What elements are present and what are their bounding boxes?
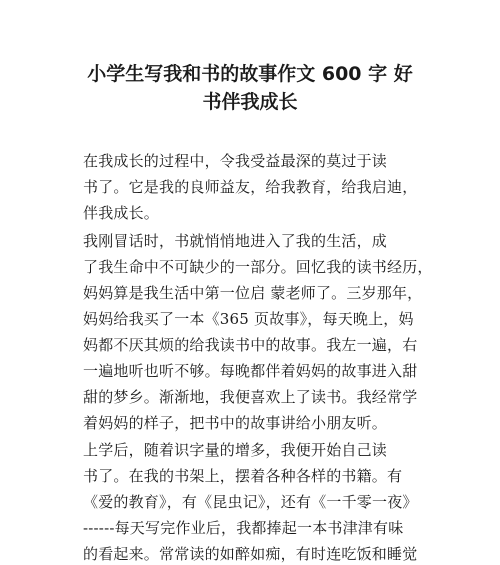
body-line: 甜的梦乡。渐渐地，我便喜欢上了读书。我经常学 bbox=[83, 388, 418, 406]
body-line: ------每天写完作业后，我都捧起一本书津津有味 bbox=[83, 519, 404, 537]
body-line: 妈妈给我买了一本《365 页故事》，每天晚上，妈 bbox=[83, 310, 414, 328]
body-line: 《爱的教育》，有《昆虫记》，还有《一千零一夜》 bbox=[83, 493, 418, 511]
document-title-line-2: 书伴我成长 bbox=[202, 91, 298, 113]
body-line: 书了。在我的书架上，摆着各种各样的书籍。有 bbox=[83, 467, 403, 485]
body-line: 一遍地听也听不够。每晚都伴着妈妈的故事进入甜 bbox=[83, 362, 418, 380]
body-line: 妈都不厌其烦的给我读书中的故事。我左一遍，右 bbox=[83, 336, 418, 354]
body-line: 我刚冒话时，书就悄悄地进入了我的生活，成 bbox=[83, 232, 388, 250]
body-line: 着妈妈的样子，把书中的故事讲给小朋友听。 bbox=[83, 414, 388, 432]
body-line: 妈妈算是我生活中第一位启 蒙老师了。三岁那年， bbox=[83, 284, 423, 302]
document-title-line-1: 小学生写我和书的故事作文 600 字 好 bbox=[87, 63, 413, 85]
body-line: 的看起来。常常读的如醉如痴，有时连吃饭和睡觉 bbox=[83, 545, 418, 563]
body-line: 上学后，随着识字量的增多，我便开始自己读 bbox=[83, 441, 388, 459]
body-line: 书了。它是我的良师益友，给我教育，给我启迪， bbox=[83, 178, 418, 196]
body-line: 在我成长的过程中，令我受益最深的莫过于读 bbox=[83, 152, 388, 170]
body-line: 伴我成长。 bbox=[83, 204, 160, 222]
body-line: 了我生命中不可缺少的一部分。回忆我的读书经历， bbox=[83, 258, 433, 276]
